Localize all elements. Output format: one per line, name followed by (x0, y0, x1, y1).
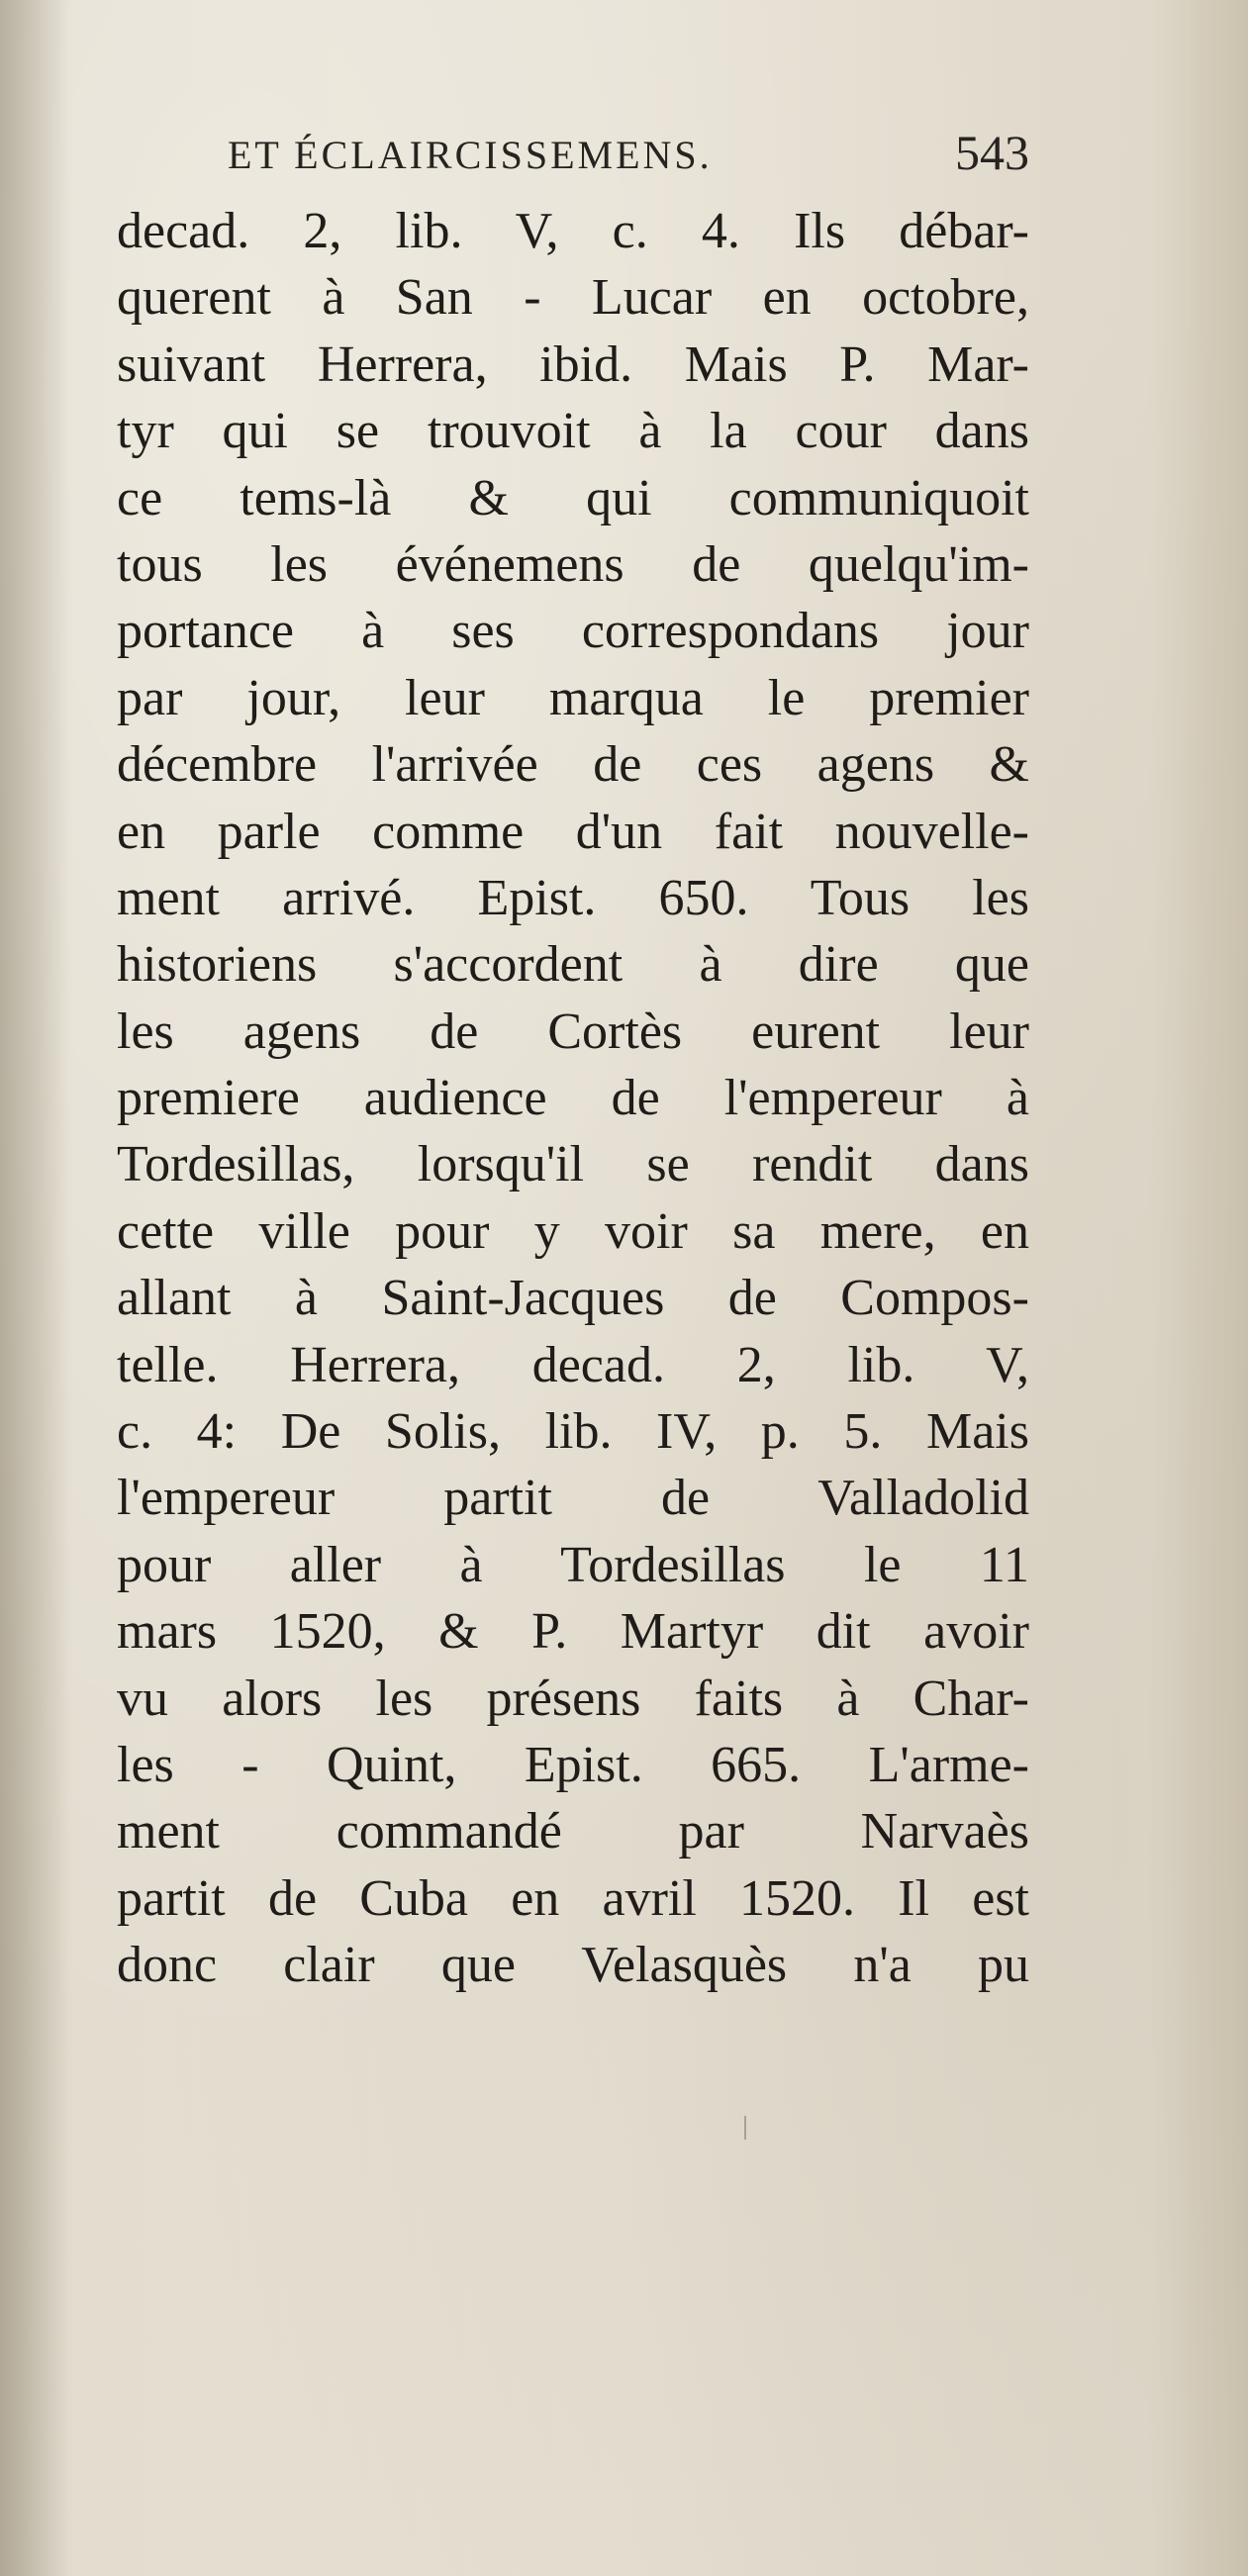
text-line: partit de Cuba en avril 1520. Il est (117, 1869, 1029, 1927)
text-line: l'empereur partit de Valladolid (117, 1470, 1029, 1527)
text-line: les - Quint, Epist. 665. L'arme- (117, 1736, 1029, 1793)
text-line: mars 1520, & P. Martyr dit avoir (117, 1603, 1029, 1661)
text-line: donc clair que Velasquès n'a pu (117, 1937, 1029, 1994)
text-line: ce tems-là & qui communiquoit (117, 469, 1029, 526)
text-line: telle. Herrera, decad. 2, lib. V, (117, 1336, 1029, 1393)
body-text (117, 198, 1029, 1999)
text-line: pour aller à Tordesillas le 11 (117, 1536, 1029, 1593)
text-line: décembre l'arrivée de ces agens & (117, 736, 1029, 794)
text-line: Tordesillas, lorsqu'il se rendit dans (117, 1136, 1029, 1193)
text-line: querent à San - Lucar en octobre, (117, 269, 1029, 327)
text-line: c. 4: De Solis, lib. IV, p. 5. Mais (117, 1403, 1029, 1461)
text-line: tyr qui se trouvoit à la cour dans (117, 403, 1029, 460)
page-header (228, 124, 1029, 193)
text-line: allant à Saint-Jacques de Compos- (117, 1270, 1029, 1327)
text-line: vu alors les présens faits à Char- (117, 1670, 1029, 1727)
text-line: cette ville pour y voir sa mere, en (117, 1202, 1029, 1260)
text-line: premiere audience de l'empereur à (117, 1070, 1029, 1127)
text-line: tous les événemens de quelqu'im- (117, 535, 1029, 593)
paper-mark (744, 2116, 746, 2140)
text-line: ment commandé par Narvaès (117, 1803, 1029, 1860)
text-line: portance à ses correspondans jour (117, 603, 1029, 660)
text-line: ment arrivé. Epist. 650. Tous les (117, 869, 1029, 926)
text-line: suivant Herrera, ibid. Mais P. Mar- (117, 335, 1029, 393)
text-line: historiens s'accordent à dire que (117, 936, 1029, 994)
text-line: decad. 2, lib. V, c. 4. Ils débar- (117, 203, 1029, 259)
running-head: ET ÉCLAIRCISSEMENS. (228, 133, 713, 177)
text-line: les agens de Cortès eurent leur (117, 1002, 1029, 1060)
text-line: en parle comme d'un fait nouvelle- (117, 803, 1029, 860)
text-line: par jour, leur marqua le premier (117, 669, 1029, 726)
spine-shadow (0, 0, 69, 2576)
page-number: 543 (955, 125, 1029, 180)
